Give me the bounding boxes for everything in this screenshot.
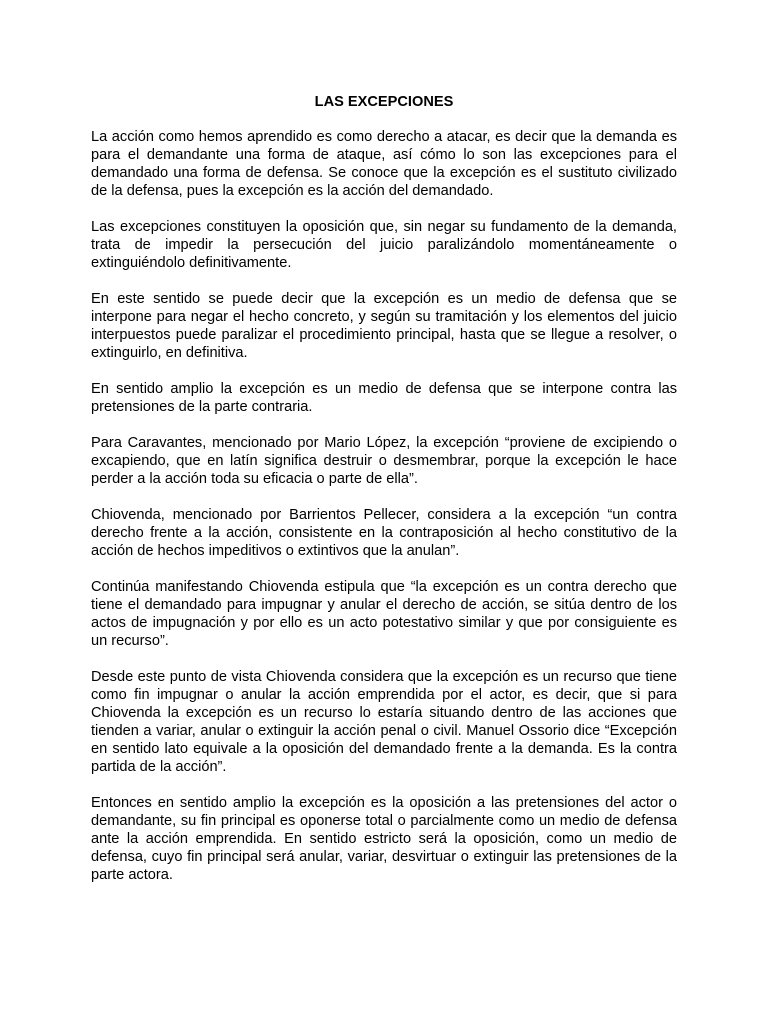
- paragraph-5: Para Caravantes, mencionado por Mario López, la excepción “proviene de excipiendo o excapiendo, que en latín significa destruir o desmembrar, porque la excepción le hace perder a la acción toda su eficacia o parte de ella”.: [91, 435, 677, 487]
- paragraph-6: Chiovenda, mencionado por Barrientos Pellecer, considera a la excepción “un contra derecho frente a la acción, consistente en la contraposición al hecho constitutivo de la acción de hechos impeditivos o extintivos que la anulan”.: [91, 507, 677, 559]
- paragraph-2: Las excepciones constituyen la oposición que, sin negar su fundamento de la demanda, trata de impedir la persecución del juicio paralizándolo momentáneamente o extinguiéndolo definitivamente.: [91, 219, 677, 271]
- paragraph-4: En sentido amplio la excepción es un medio de defensa que se interpone contra las pretensiones de la parte contraria.: [91, 381, 677, 415]
- paragraph-9: Entonces en sentido amplio la excepción es la oposición a las pretensiones del actor o demandante, su fin principal es oponerse total o parcialmente como un medio de defensa ante la acción emprendida. En sentido estricto será la oposición, como un medio de defensa, cuyo fin principal será anular, variar, desvirtuar o extinguir las pretensiones de la parte actora.: [91, 795, 677, 883]
- document-title: LAS EXCEPCIONES: [314, 94, 454, 110]
- paragraph-1: La acción como hemos aprendido es como derecho a atacar, es decir que la demanda es para el demandante una forma de ataque, así cómo lo son las excepciones para el demandado una forma de defensa. Se conoce que la excepción es el sustituto civilizado de la defensa, pues la excepción es la acción del demandado.: [91, 129, 677, 199]
- document-body: [91, 93, 677, 902]
- paragraph-3: En este sentido se puede decir que la excepción es un medio de defensa que se interpone para negar el hecho concreto, y según su tramitación y los elementos del juicio interpuestos puede paralizar el procedimiento principal, hasta que se llegue a resolver, o extinguirlo, en definitiva.: [91, 291, 677, 361]
- paragraph-7: Continúa manifestando Chiovenda estipula que “la excepción es un contra derecho que tiene el demandado para impugnar y anular el derecho de acción, se sitúa dentro de los actos de impugnación y por ello es un acto potestativo similar y que por consiguiente es un recurso”.: [91, 579, 677, 649]
- paragraph-8: Desde este punto de vista Chiovenda considera que la excepción es un recurso que tiene como fin impugnar o anular la acción emprendida por el actor, es decir, que si para Chiovenda la excepción es un recurso lo estaría situando dentro de las acciones que tienden a variar, anular o extinguir la acción penal o civil. Manuel Ossorio dice “Excepción en sentido lato equivale a la oposición del demandado frente a la demanda. Es la contra partida de la acción”.: [91, 669, 677, 775]
